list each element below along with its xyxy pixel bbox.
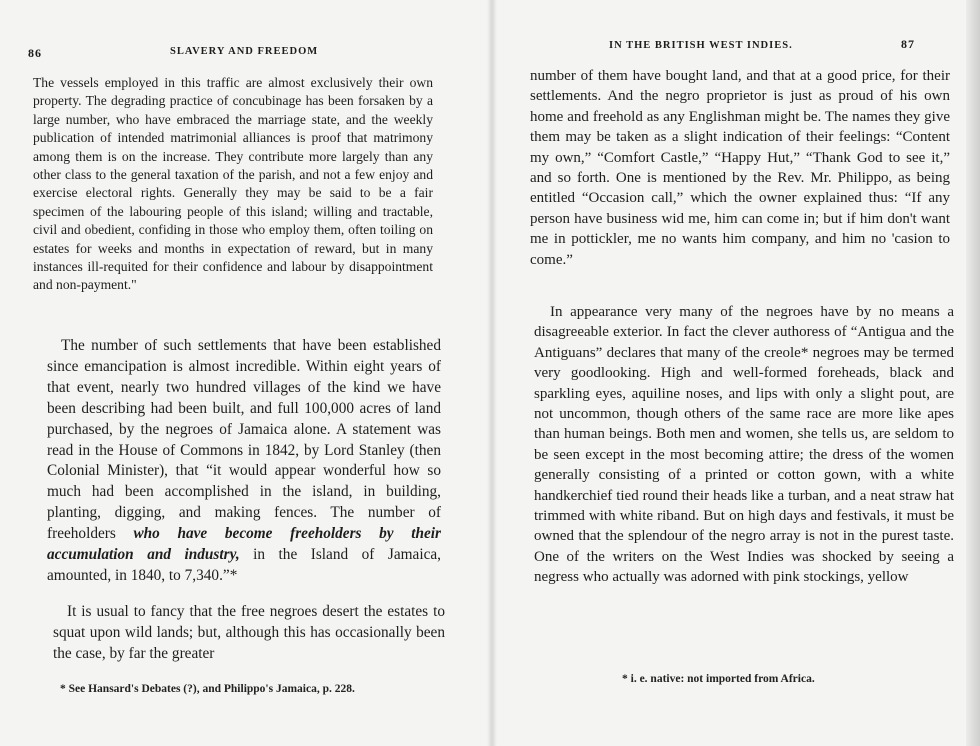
running-head: SLAVERY AND FREEDOM xyxy=(170,46,319,57)
running-head: IN THE BRITISH WEST INDIES. xyxy=(609,40,793,51)
left-page xyxy=(0,0,487,746)
paragraph-appearance: In appearance very many of the negroes have by no means a disagreeable exterior. In fact the clever authoress of “Antigua and the Antiguans” declares that many of the creole* negroes may be termed very goodlooking. High and well-formed foreheads, black and sparkling eyes, aquiline noses, and lips with only a slight pout, are not uncommon, though others of the same race are more like apes than human beings. Both men and women, she tells us, are seldom to be seen except in the most becoming attire; the dress of the women generally consisting of a printed or cotton gown, with a white handkerchief tied round their heads like a turban, and a neat straw hat trimmed with white riband. But on high days and festivals, it must be owned that the splendour of the negro array is not in the purest taste. One of the writers on the West Indies was shocked by seeing a negress who actually was adorned with pink stockings, yellow xyxy=(534,304,954,586)
paragraph-land-names: number of them have bought land, and that at a good price, for their settlements. And the negro proprietor is just as proud of his own home and freehold as any Englishman might be. The names they give them may be taken as a slight indication of their feelings: “Content my own,” “Comfort Castle,” “Happy Hut,” “Thank God to see it,” and so forth. One is mentioned by the Rev. Mr. Philippo, as being entitled “Occasion call,” which the owner explained thus: “If any person have business wid me, him can come in; but if him don't want me in pottickler, me no wants him company, and him no 'casion to come.” xyxy=(530,68,950,268)
page-number: 87 xyxy=(901,37,915,51)
paragraph-text: in the Island of Jamaica, amounted, in 1840, to 7,340.”* xyxy=(47,546,441,584)
footnote: * i. e. native: not imported from Africa. xyxy=(622,673,815,685)
paragraph-settlements xyxy=(47,336,441,587)
book-gutter xyxy=(487,0,497,746)
page-edge xyxy=(966,0,980,746)
right-page xyxy=(497,0,966,746)
paragraph-text: The number of such settlements that have been established since emancipation is almost incredible. Within eight years of that event, nearly two hundred villages of the kind we have been describing had been built, and full 100,000 acres of land purchased, by the negroes of Jamaica alone. A statement was read in the House of Commons in 1842, by Lord Stanley (then Colonial Minister), that “it would appear wonderful how so much had been accomplished in the island, in building, planting, digging, and making fences. The number of freeholders xyxy=(47,337,441,543)
paragraph-free-negroes: It is usual to fancy that the free negroes desert the estates to squat upon wild lands; but, although this has occasionally been the case, by far the greater xyxy=(53,603,445,662)
emphasized-text: who have become freeholders by their accumulation and industry, xyxy=(47,525,442,564)
page-number: 86 xyxy=(28,46,42,60)
footnote: * See Hansard's Debates (?), and Philippo's Jamaica, p. 228. xyxy=(60,683,355,695)
paragraph-quoted-passage: The vessels employed in this traffic are almost exclusively their own property. The degrading practice of concubinage has been forsaken by a large number, who have embraced the marriage state, and the weekly publication of intended matrimonial alliances is proof that matrimony among them is on the increase. They contribute more largely than any other class to the general taxation of the parish, and not a few enjoy and exercise electoral rights. Generally they may be said to be a fair specimen of the labouring people of this island; willing and tractable, civil and obedient, confiding in those who employ them, often toiling on estates for weeks and months in expectation of reward, but in many instances ill-requited for their confidence and labour by disappointment and non-payment." xyxy=(33,75,433,293)
